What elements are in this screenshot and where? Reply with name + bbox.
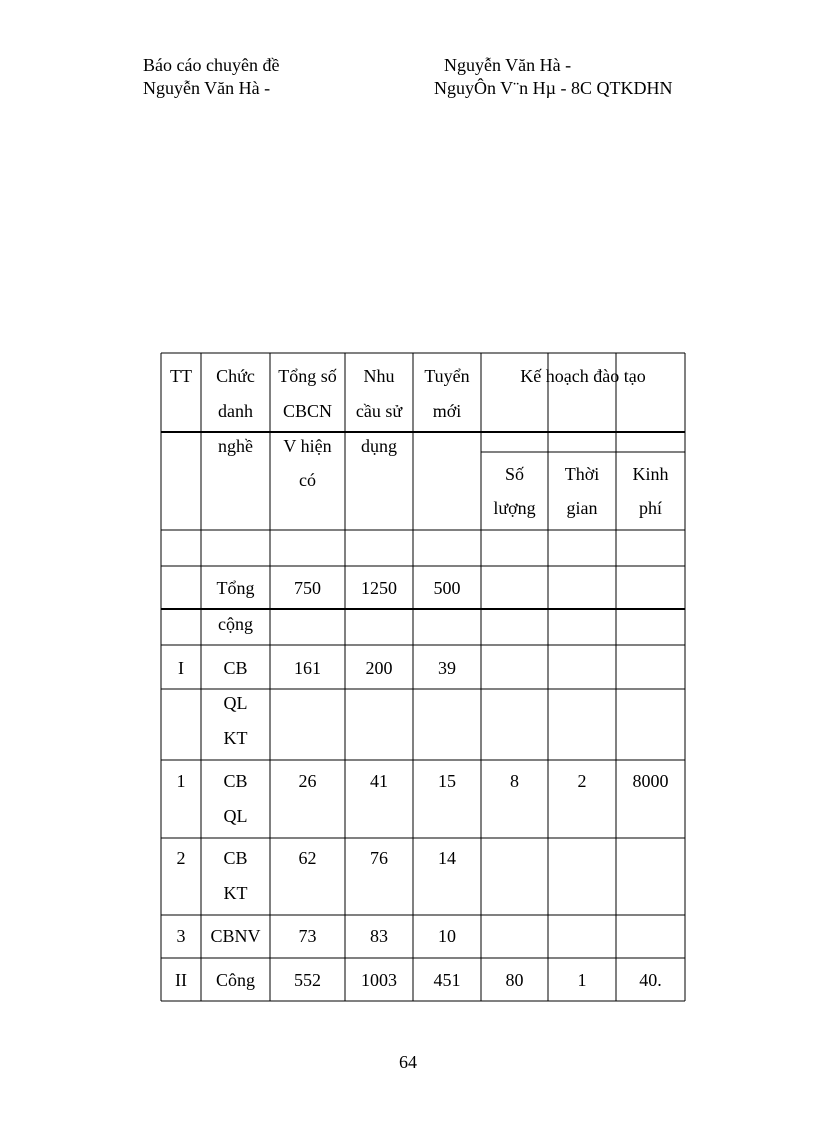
header-nhu-3: dụng: [361, 436, 397, 456]
header-report-title: Báo cáo chuyên đề: [143, 55, 280, 75]
cell-nhu: 41: [370, 771, 388, 791]
header-author-right: Nguyễn Văn Hà -: [444, 55, 572, 75]
header-tt: TT: [170, 366, 192, 386]
header-tg-1: Thời: [564, 464, 600, 484]
header-so-2: lượng: [493, 498, 536, 518]
cell-name: cộng: [218, 614, 253, 634]
page-number: 64: [399, 1052, 417, 1072]
cell-tt: I: [178, 658, 184, 678]
cell-tg: 2: [577, 771, 587, 791]
cell-nhu: 76: [370, 848, 388, 868]
cell-tuyen: 39: [438, 658, 456, 678]
cell-name: CB: [223, 771, 248, 791]
header-author-left: Nguyễn Văn Hà -: [143, 78, 271, 98]
cell-name: KT: [223, 883, 248, 903]
cell-name: CB: [223, 848, 248, 868]
header-tuyen-1: Tuyển: [424, 366, 470, 386]
header-kp-2: phí: [638, 498, 663, 518]
cell-so: 80: [505, 970, 524, 990]
cell-kp: 8000: [632, 771, 669, 791]
cell-nhu: 83: [370, 926, 388, 946]
cell-name: QL: [223, 693, 248, 713]
header-nhu-2: cầu sử: [355, 401, 403, 421]
header-chuc-2: danh: [218, 401, 253, 421]
cell-name: CB: [223, 658, 248, 678]
cell-tt: 3: [176, 926, 186, 946]
header-author-class: NguyÔn V¨n Hµ - 8C QTKDHN: [434, 78, 673, 98]
header-tg-2: gian: [566, 498, 598, 518]
cell-name: CBNV: [210, 926, 261, 946]
header-chuc-3: nghề: [218, 436, 253, 456]
header-kh: Kế hoạch đào tạo: [520, 366, 646, 386]
header-tong-3: V hiện: [283, 436, 332, 456]
cell-name: KT: [223, 728, 248, 748]
cell-tong: 161: [294, 658, 321, 678]
cell-nhu: 1003: [361, 970, 397, 990]
header-so-1: Số: [504, 464, 525, 484]
cell-tuyen: 451: [433, 970, 461, 990]
cell-nhu: 200: [365, 658, 393, 678]
cell-name: QL: [223, 806, 248, 826]
cell-nhu: 1250: [361, 578, 397, 598]
cell-tong: 26: [298, 771, 317, 791]
header-nhu-1: Nhu: [363, 366, 395, 386]
cell-kp: 40.: [639, 970, 662, 990]
cell-tong: 750: [294, 578, 321, 598]
cell-tong: 62: [298, 848, 317, 868]
cell-name: Công: [215, 970, 256, 990]
cell-tg: 1: [577, 970, 587, 990]
header-kp-1: Kinh: [632, 464, 669, 484]
cell-tuyen: 10: [438, 926, 456, 946]
header-tong-2: CBCN: [282, 401, 333, 421]
cell-so: 8: [510, 771, 519, 791]
cell-tuyen: 15: [438, 771, 456, 791]
cell-tt: 2: [176, 848, 186, 868]
cell-tuyen: 500: [433, 578, 461, 598]
header-tong-4: có: [299, 470, 316, 490]
cell-tt: 1: [176, 771, 186, 791]
cell-tong: 73: [298, 926, 317, 946]
cell-tong: 552: [294, 970, 321, 990]
header-tong-1: Tổng số: [278, 366, 337, 386]
cell-tuyen: 14: [438, 848, 456, 868]
cell-tt: II: [175, 970, 187, 990]
cell-name: Tổng: [216, 578, 255, 598]
header-chuc-1: Chức: [216, 366, 255, 386]
header-tuyen-2: mới: [432, 401, 462, 421]
